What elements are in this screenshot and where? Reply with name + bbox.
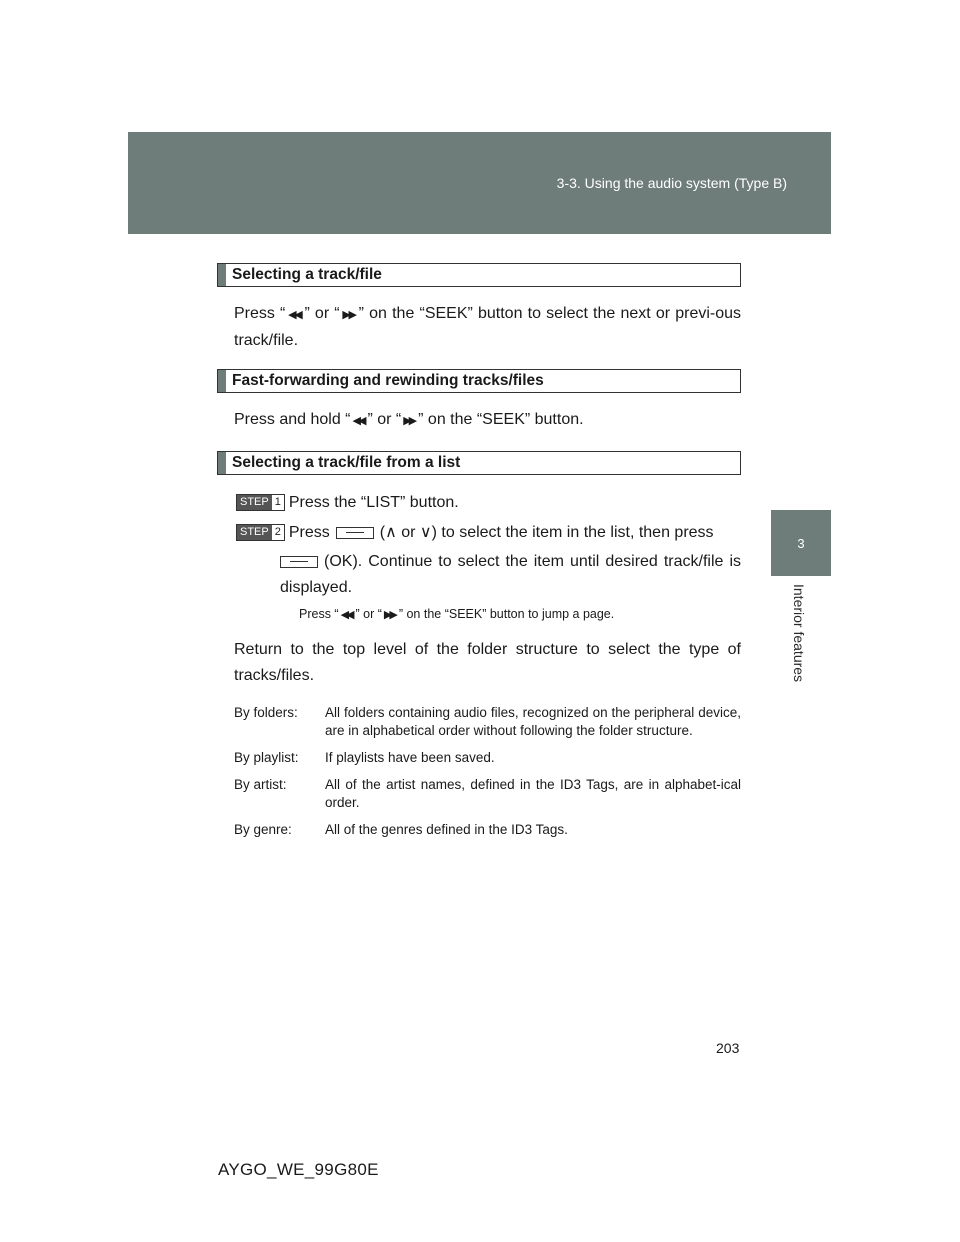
tune-knob-icon: [280, 556, 318, 568]
step-badge: STEP 1: [236, 494, 285, 511]
forward-icon: ▶▶: [383, 609, 395, 621]
section-heading: [217, 263, 741, 287]
section-heading-text: Fast-forwarding and rewinding tracks/files: [232, 372, 544, 389]
page-content: [217, 263, 741, 848]
step-2: STEP 2 Press (∧ or ∨) to select the item in the list, then press (OK). Continue to select the item until desired track/file is displayed.: [236, 520, 741, 601]
rewind-icon: ◀◀: [340, 609, 352, 621]
footer-code: AYGO_WE_99G80E: [218, 1160, 379, 1179]
forward-icon: ▶▶: [403, 415, 415, 427]
definition-item: By artist: All of the artist names, defined in the ID3 Tags, are in alphabet-ical order.: [234, 777, 741, 810]
page-number: 203: [716, 1040, 740, 1056]
section-heading: [217, 369, 741, 393]
chapter-label: Interior features: [791, 584, 807, 683]
section-heading-text: Selecting a track/file: [232, 266, 382, 283]
rewind-icon: ◀◀: [287, 309, 301, 321]
header-band: [128, 132, 831, 234]
paragraph-return: Return to the top level of the folder structure to select the type of tracks/files.: [234, 641, 741, 684]
side-strip: [771, 234, 831, 510]
section-heading: [217, 451, 741, 475]
step-1: STEP 1 Press the “LIST” button.: [236, 490, 741, 516]
definition-list: [234, 704, 741, 839]
definition-item: By genre: All of the genres defined in the ID3 Tags.: [234, 822, 568, 837]
paragraph-select-track: Press “ ◀◀ ” or “ ▶▶ ” on the “SEEK” button to select the next or previ-ous track/file.: [234, 305, 742, 349]
section-heading-text: Selecting a track/file from a list: [232, 454, 461, 471]
note: Press “ ◀◀ ” or “ ▶▶ ” on the “SEEK” button to jump a page.: [299, 607, 615, 621]
step-badge: STEP 2: [236, 524, 285, 541]
tune-knob-icon: [336, 527, 374, 539]
definition-item: By folders: All folders containing audio files, recognized on the peripheral device, are in alphabetical order without following the folder structure.: [234, 705, 741, 738]
definition-item: By playlist: If playlists have been saved.: [234, 750, 495, 765]
forward-icon: ▶▶: [341, 309, 355, 321]
rewind-icon: ◀◀: [352, 415, 364, 427]
chapter-label-tab: [771, 576, 831, 686]
paragraph-fast-forward: Press and hold “ ◀◀ ” or “ ▶▶ ” on the “SEEK” button.: [234, 411, 584, 428]
chapter-title: 3-3. Using the audio system (Type B): [556, 175, 787, 191]
chapter-number-tab: 3: [771, 510, 831, 576]
